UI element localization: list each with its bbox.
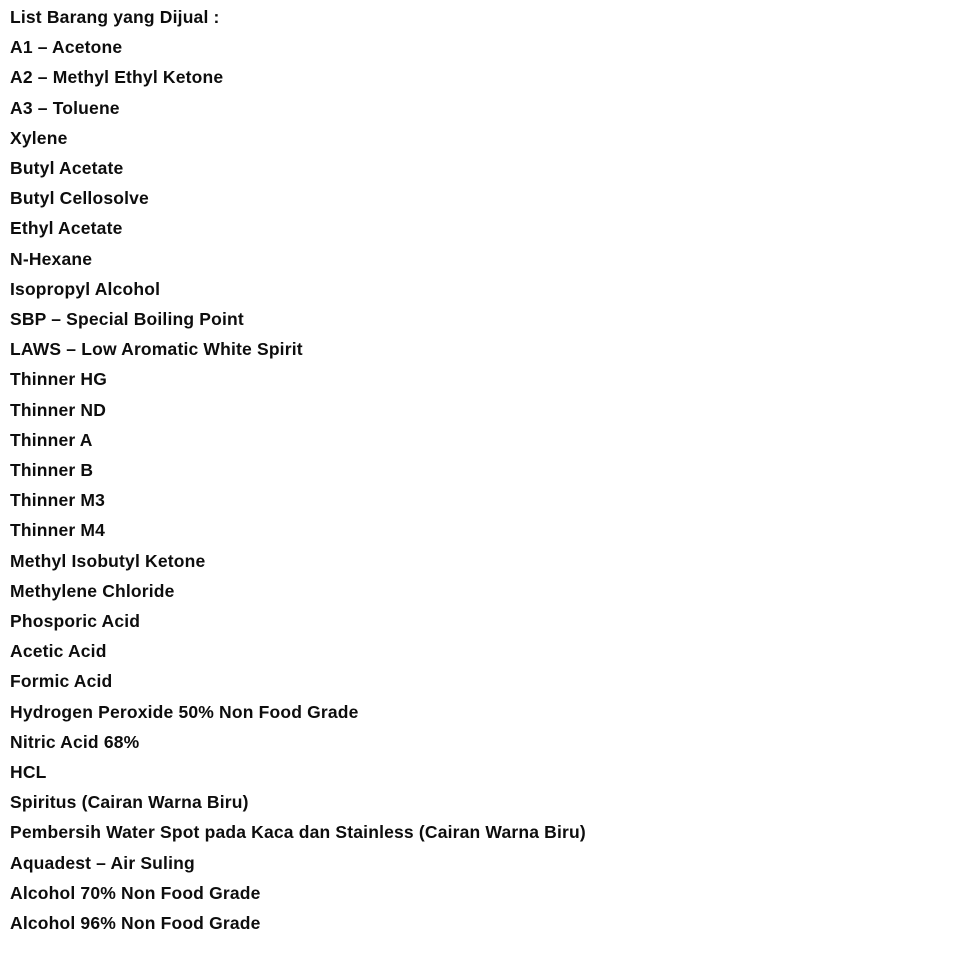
list-item: A1 – Acetone [10,37,123,58]
list-item: Thinner M3 [10,490,106,511]
list-item: Thinner HG [10,369,108,390]
list-item: Thinner ND [10,399,107,420]
list-item: Nitric Acid 68% [10,731,140,752]
list-item: Pembersih Water Spot pada Kaca dan Stainless (Cairan Warna Biru) [10,822,586,843]
list-item: Formic Acid [10,671,113,692]
list-item: A3 – Toluene [10,97,120,118]
list-item: Butyl Cellosolve [10,188,149,209]
list-item: Thinner A [10,429,93,450]
list-item: N-Hexane [10,248,93,269]
document-heading: List Barang yang Dijual : [10,7,220,27]
list-item: Acetic Acid [10,641,107,662]
list-item: Alcohol 70% Non Food Grade [10,882,261,903]
list-item: Thinner B [10,460,94,481]
list-item: Alcohol 96% Non Food Grade [10,913,261,934]
list-item: SBP – Special Boiling Point [10,309,244,330]
list-item: Methyl Isobutyl Ketone [10,550,206,571]
list-item: Butyl Acetate [10,158,124,179]
list-item: Methylene Chloride [10,580,175,601]
list-item: Aquadest – Air Suling [10,852,195,873]
list-item: Isopropyl Alcohol [10,278,161,299]
list-item: Hydrogen Peroxide 50% Non Food Grade [10,701,359,722]
list-item: Xylene [10,127,68,148]
list-item: Phosporic Acid [10,611,141,632]
list-item: Ethyl Acetate [10,218,123,239]
list-item: A2 – Methyl Ethyl Ketone [10,67,224,88]
list-item: Thinner M4 [10,520,106,541]
list-item: LAWS – Low Aromatic White Spirit [10,339,303,360]
list-item: HCL [10,762,47,783]
list-item: Spiritus (Cairan Warna Biru) [10,792,249,813]
